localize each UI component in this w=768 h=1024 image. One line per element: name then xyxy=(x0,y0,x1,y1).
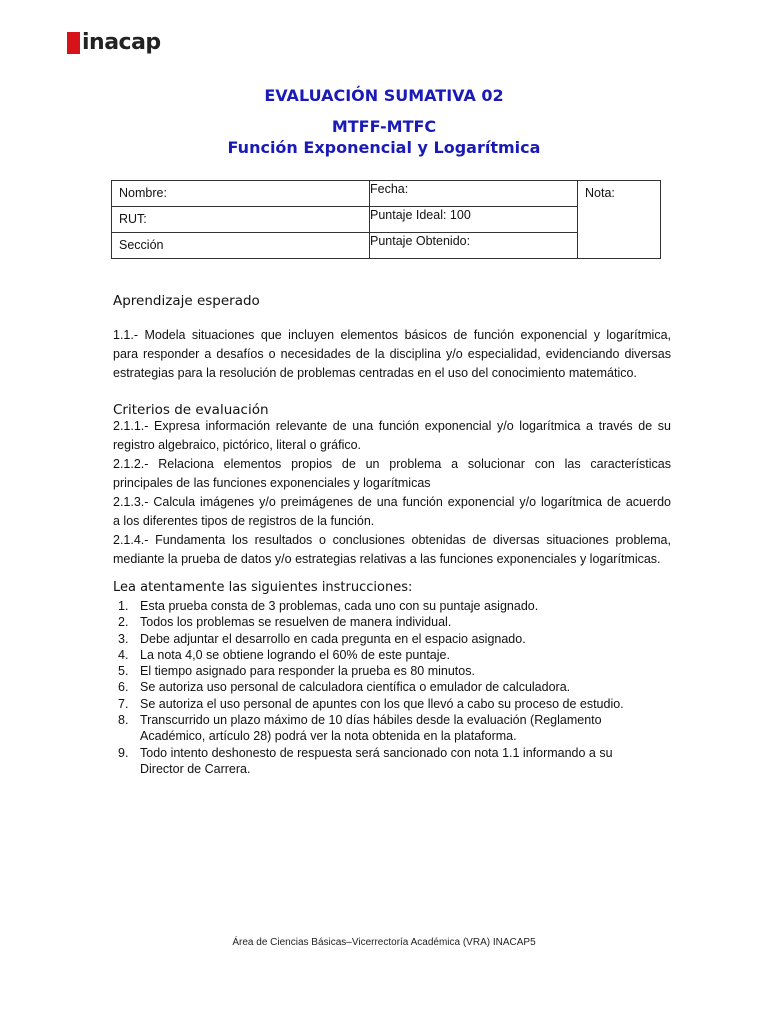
puntaje-obtenido-label: Puntaje Obtenido: xyxy=(370,234,471,248)
item-number: 1. xyxy=(118,599,129,613)
criterio-line: mediante la prueba de datos y/o estrategias relativas a las funciones exponenciales y logarítmicas. xyxy=(113,552,661,566)
nombre-field[interactable] xyxy=(112,181,370,207)
item-text: Todos los problemas se resuelven de manera individual. xyxy=(140,615,452,630)
puntaje-obtenido-field[interactable] xyxy=(370,233,578,259)
item-text: La nota 4,0 se obtiene logrando el 60% de este puntaje. xyxy=(140,647,450,662)
logo-red-mark xyxy=(67,32,80,54)
item-text: Se autoriza el uso personal de apuntes con los que llevó a cabo su proceso de estudio. xyxy=(140,696,624,711)
puntaje-ideal-label: Puntaje Ideal: 100 xyxy=(370,208,471,222)
criterio-line: 2.1.3.- Calcula imágenes y/o preimágenes de una función exponencial y/o logarítmica de acuerdo xyxy=(113,495,671,509)
list-item xyxy=(113,712,673,745)
aprendizaje-paragraph xyxy=(113,326,671,383)
criterio-line: 2.1.1.- Expresa información relevante de una función exponencial y/o logarítmica a través de su xyxy=(113,419,671,433)
inacap-logo xyxy=(67,32,161,54)
rut-field[interactable] xyxy=(112,207,370,233)
item-number: 9. xyxy=(118,745,129,760)
item-text: Debe adjuntar el desarrollo en cada pregunta en el espacio asignado. xyxy=(140,631,526,646)
list-item xyxy=(113,679,673,695)
criterio-line: 2.1.4.- Fundamenta los resultados o conclusiones obtenidas de diversas situaciones problema, xyxy=(113,533,671,547)
list-item xyxy=(113,598,673,614)
item-number: 6. xyxy=(118,680,129,695)
puntaje-ideal-cell xyxy=(370,207,578,233)
nota-field[interactable] xyxy=(578,181,661,259)
nota-label: Nota: xyxy=(585,186,615,200)
seccion-field[interactable] xyxy=(112,233,370,259)
criterio-line: a los diferentes tipos de registros de la función. xyxy=(113,514,375,528)
list-item xyxy=(113,745,673,778)
item-number: 5. xyxy=(118,664,129,679)
item-number: 8. xyxy=(118,713,129,728)
seccion-label: Sección xyxy=(119,238,164,252)
list-item xyxy=(113,696,673,712)
list-item xyxy=(113,647,673,663)
aprendizaje-heading: Aprendizaje esperado xyxy=(113,293,260,309)
item-number: 3. xyxy=(118,631,129,646)
item-text: El tiempo asignado para responder la prueba es 80 minutos. xyxy=(140,664,475,679)
instrucciones-heading: Lea atentamente las siguientes instrucciones: xyxy=(113,580,413,595)
item-text: Transcurrido un plazo máximo de 10 días hábiles desde la evaluación (Reglamento Académico, artículo 28) podrá ver la nota obtenida en la plataforma. xyxy=(140,713,602,744)
aprendizaje-line: 1.1.- Modela situaciones que incluyen elementos básicos de función exponencial y logarítmica, xyxy=(113,328,671,342)
list-item xyxy=(113,663,673,679)
item-number: 2. xyxy=(118,615,129,630)
aprendizaje-line: para responder a desafíos o necesidades de la disciplina y/o especialidad, evidenciando diversas xyxy=(113,347,671,361)
page-footer: Área de Ciencias Básicas–Vicerrectoría Académica (VRA) INACAP5 xyxy=(232,937,536,948)
item-text: Se autoriza uso personal de calculadora científica o emulador de calculadora. xyxy=(140,680,571,695)
fecha-label: Fecha: xyxy=(370,182,409,196)
list-item xyxy=(113,614,673,630)
item-text: Esta prueba consta de 3 problemas, cada uno con su puntaje asignado. xyxy=(140,599,539,613)
logo-text: inacap xyxy=(82,30,161,55)
fecha-field[interactable] xyxy=(370,181,578,207)
criterio-line: principales de las funciones exponenciales y logarítmicas xyxy=(113,476,431,490)
criterio-line: 2.1.2.- Relaciona elementos propios de un problema a solucionar con las características xyxy=(113,457,671,471)
course-code: MTFF-MTFC xyxy=(331,117,437,136)
evaluation-title: EVALUACIÓN SUMATIVA 02 xyxy=(264,86,504,105)
student-info-table xyxy=(111,180,661,259)
list-item xyxy=(113,631,673,647)
instrucciones-list xyxy=(113,598,673,777)
item-text: Todo intento deshonesto de respuesta será sancionado con nota 1.1 informando a su Director de Carrera. xyxy=(140,745,613,776)
subject-title: Función Exponencial y Logarítmica xyxy=(227,138,541,157)
aprendizaje-line: estrategias para la resolución de problemas centradas en el uso del conocimiento matemático. xyxy=(113,366,637,380)
criterios-heading: Criterios de evaluación xyxy=(113,402,269,418)
nombre-label: Nombre: xyxy=(119,186,167,200)
item-number: 4. xyxy=(118,647,129,662)
criterio-line: registro algebraico, pictórico, literal o gráfico. xyxy=(113,438,362,452)
criterios-list xyxy=(113,417,671,569)
rut-label: RUT: xyxy=(119,212,147,226)
item-number: 7. xyxy=(118,696,129,711)
